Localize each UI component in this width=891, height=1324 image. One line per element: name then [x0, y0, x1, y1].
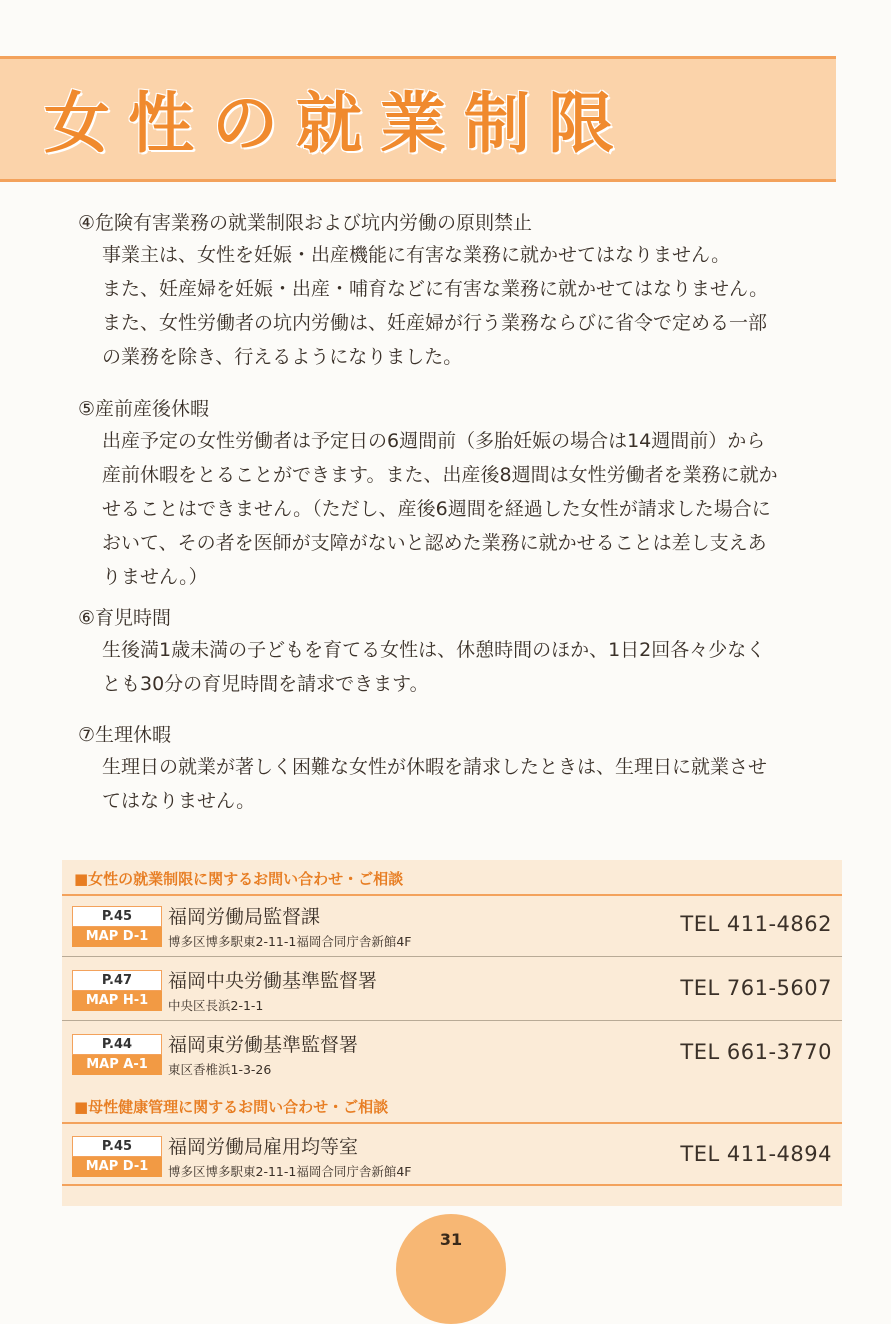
- divider: [62, 1020, 842, 1021]
- body-line: 事業主は、女性を妊娠・出産機能に有害な業務に就かせてはなりません。: [102, 244, 731, 266]
- page-reference: P.44: [72, 1034, 162, 1055]
- body-line: 産前休暇をとることができます。また、出産後8週間は女性労働者を業務に就か: [102, 464, 778, 486]
- body-line: 出産予定の女性労働者は予定日の6週間前（多胎妊娠の場合は14週間前）から: [102, 430, 766, 452]
- section-heading: ⑤産前産後休暇: [78, 398, 210, 420]
- office-name: 福岡東労働基準監督署: [168, 1034, 359, 1056]
- map-reference: MAP D-1: [72, 1157, 162, 1177]
- map-reference: MAP H-1: [72, 991, 162, 1011]
- office-address: 中央区長浜2-1-1: [168, 998, 264, 1013]
- section-body: [102, 424, 848, 594]
- body-line: りません。）: [102, 566, 208, 588]
- body-line: 生後満1歳未満の子どもを育てる女性は、休憩時間のほか、1日2回各々少なく: [102, 639, 766, 661]
- body-line: てはなりません。: [102, 790, 256, 812]
- body-line: おいて、その者を医師が支障がないと認めた業務に就かせることは差し支えあ: [102, 532, 767, 554]
- contact-category-heading: ■母性健康管理に関するお問い合わせ・ご相談: [74, 1098, 389, 1116]
- body-line: 生理日の就業が著しく困難な女性が休暇を請求したときは、生理日に就業させ: [102, 756, 768, 778]
- divider: [62, 894, 842, 896]
- contact-entry: [62, 906, 842, 968]
- body-line: せることはできません。（ただし、産後6週間を経過した女性が請求した場合に: [102, 498, 771, 520]
- page-title: 女性の就業制限: [44, 85, 632, 162]
- office-address: 博多区博多駅東2-11-1福岡合同庁舎新館4F: [168, 1164, 412, 1179]
- office-address: 博多区博多駅東2-11-1福岡合同庁舎新館4F: [168, 934, 412, 949]
- office-name: 福岡中央労働基準監督署: [168, 970, 378, 992]
- section-childcare-time: [78, 603, 848, 701]
- section-heading: ⑥育児時間: [78, 607, 172, 629]
- body-line: とも30分の育児時間を請求できます。: [102, 673, 429, 695]
- office-name: 福岡労働局監督課: [168, 906, 321, 928]
- office-address: 東区香椎浜1-3-26: [168, 1062, 272, 1077]
- divider: [62, 956, 842, 957]
- contact-entry: [62, 1034, 842, 1096]
- map-reference: MAP A-1: [72, 1055, 162, 1075]
- section-body: [102, 750, 848, 818]
- contact-category-heading: ■女性の就業制限に関するお問い合わせ・ご相談: [74, 870, 404, 888]
- office-phone: TEL 411-4862: [680, 912, 832, 936]
- office-name: 福岡労働局雇用均等室: [168, 1136, 359, 1158]
- contact-entry: [62, 1136, 842, 1198]
- contact-box: [62, 860, 842, 1206]
- page-reference: P.45: [72, 906, 162, 927]
- section-heading: ⑦生理休暇: [78, 724, 172, 746]
- body-line: また、妊産婦を妊娠・出産・哺育などに有害な業務に就かせてはなりません。: [102, 278, 769, 300]
- office-phone: TEL 411-4894: [680, 1142, 832, 1166]
- office-phone: TEL 661-3770: [680, 1040, 832, 1064]
- body-line: また、女性労働者の坑内労働は、妊産婦が行う業務ならびに省令で定める一部: [102, 312, 768, 334]
- divider: [62, 1122, 842, 1124]
- section-maternity-leave: [78, 394, 848, 594]
- map-reference: MAP D-1: [72, 927, 162, 947]
- section-body: [102, 238, 848, 374]
- page-reference: P.47: [72, 970, 162, 991]
- section-body: [102, 633, 848, 701]
- section-hazardous-work: [78, 208, 848, 374]
- body-line: の業務を除き、行えるようになりました。: [102, 346, 463, 368]
- office-phone: TEL 761-5607: [680, 976, 832, 1000]
- section-heading: ④危険有害業務の就業制限および坑内労働の原則禁止: [78, 212, 533, 234]
- divider: [62, 1184, 842, 1186]
- page-reference: P.45: [72, 1136, 162, 1157]
- contact-entry: [62, 970, 842, 1032]
- page-number: 31: [439, 1230, 463, 1249]
- section-menstrual-leave: [78, 720, 848, 818]
